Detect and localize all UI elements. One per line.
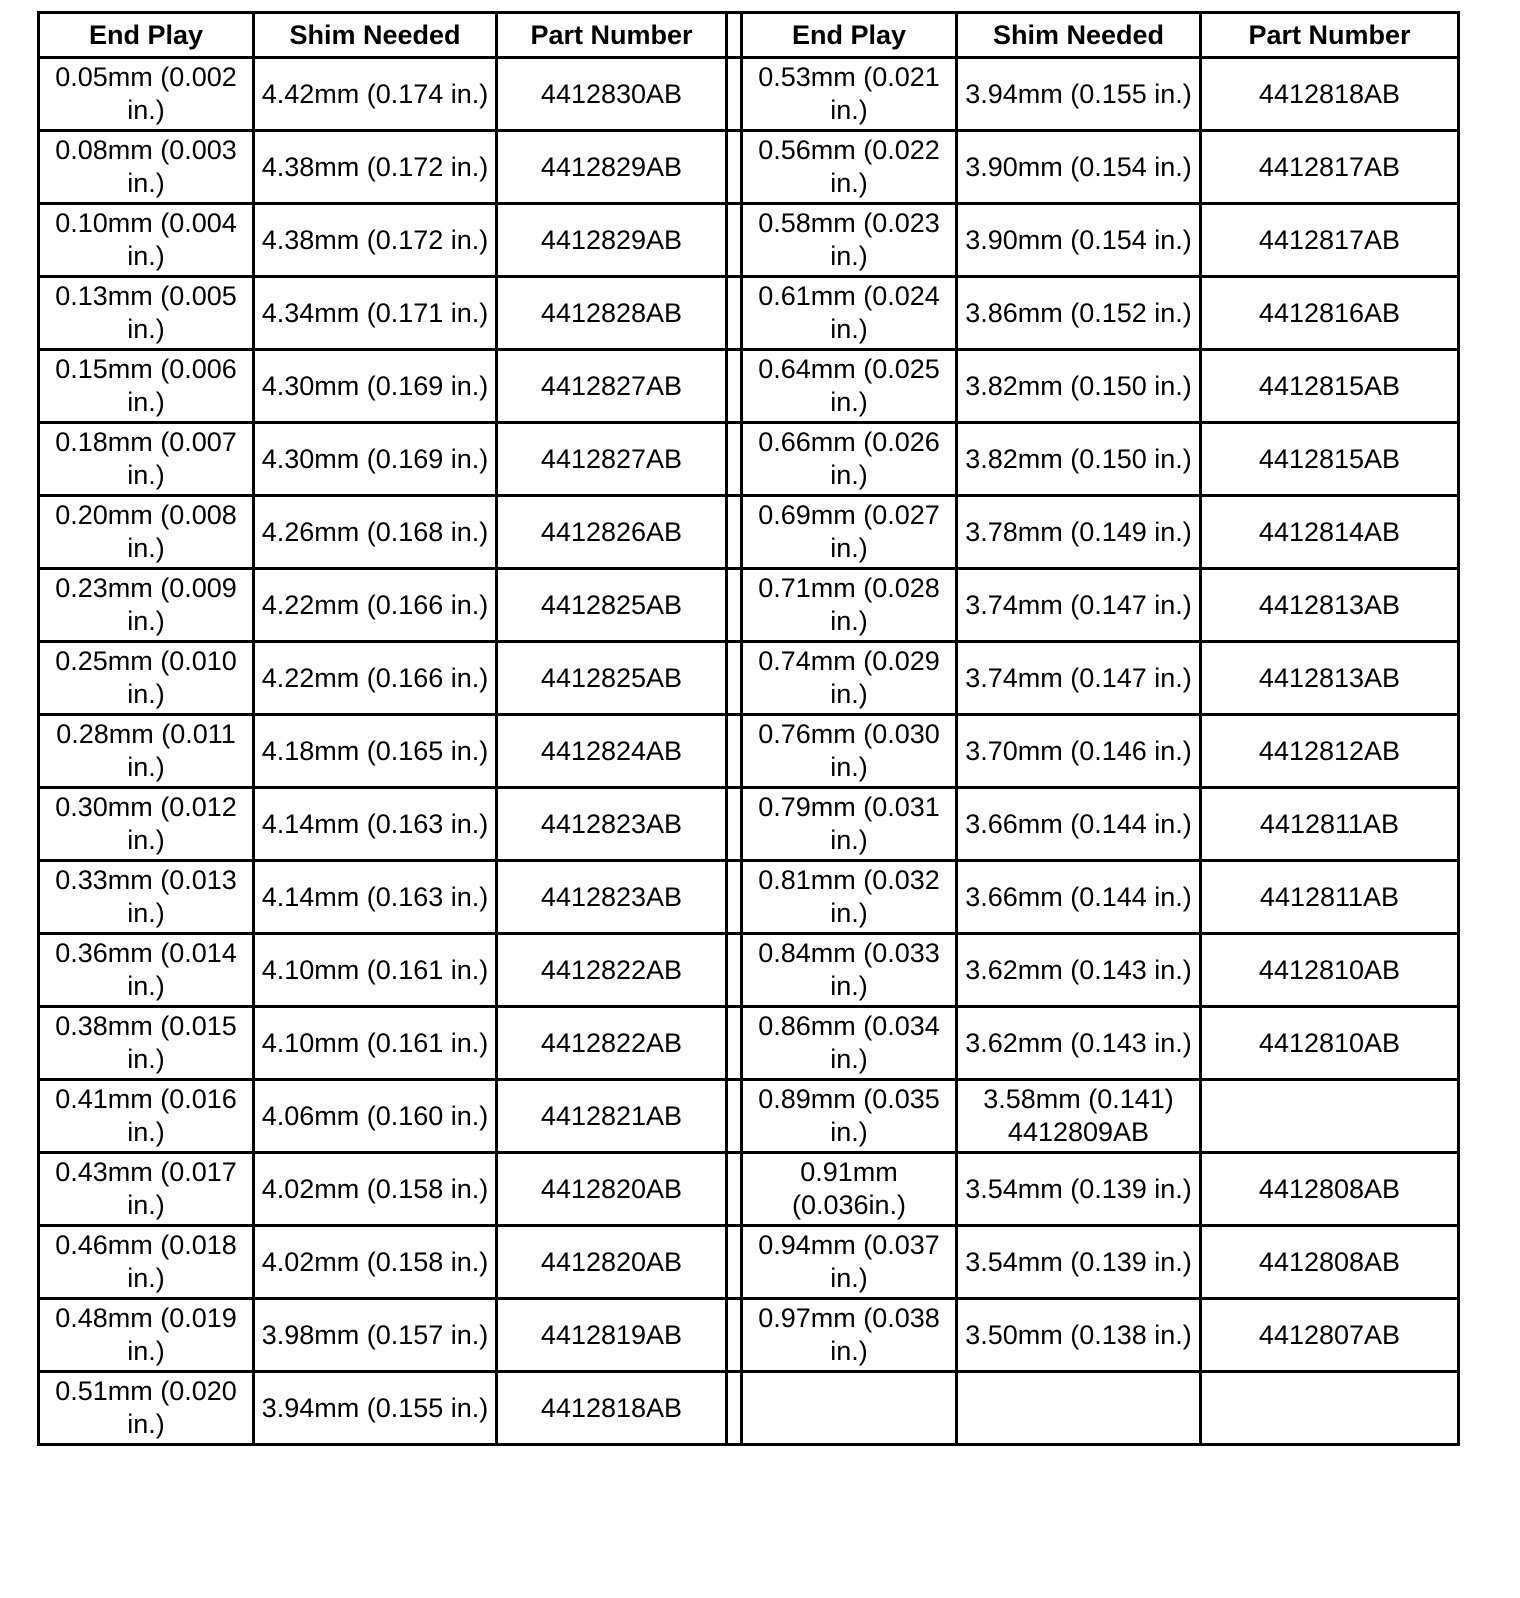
column-divider (727, 1080, 742, 1153)
shim-needed-cell: 4.02mm (0.158 in.) (254, 1153, 497, 1226)
shim-needed-cell: 4.34mm (0.171 in.) (254, 277, 497, 350)
shim-needed-cell: 3.66mm (0.144 in.) (957, 861, 1201, 934)
end-play-cell: 0.36mm (0.014 in.) (39, 934, 254, 1007)
part-number-cell: 4412810AB (1201, 934, 1459, 1007)
shim-selection-table (37, 11, 1460, 1446)
header-row (39, 13, 1459, 58)
shim-needed-cell: 3.94mm (0.155 in.) (254, 1372, 497, 1445)
end-play-cell: 0.28mm (0.011 in.) (39, 715, 254, 788)
part-number-cell: 4412816AB (1201, 277, 1459, 350)
part-number-cell: 4412811AB (1201, 788, 1459, 861)
table-row (39, 1299, 1459, 1372)
part-number-cell: 4412818AB (1201, 58, 1459, 131)
part-number-cell: 4412813AB (1201, 642, 1459, 715)
shim-needed-cell: 3.82mm (0.150 in.) (957, 350, 1201, 423)
shim-needed-cell: 4.30mm (0.169 in.) (254, 350, 497, 423)
table-row (39, 1226, 1459, 1299)
table-row (39, 1080, 1459, 1153)
part-number-cell: 4412808AB (1201, 1153, 1459, 1226)
shim-needed-cell: 3.58mm (0.141) 4412809AB (957, 1080, 1201, 1153)
table-row (39, 569, 1459, 642)
table-row (39, 642, 1459, 715)
header-part-number-left: Part Number (497, 13, 727, 58)
end-play-cell: 0.48mm (0.019 in.) (39, 1299, 254, 1372)
shim-needed-cell: 3.70mm (0.146 in.) (957, 715, 1201, 788)
header-shim-needed-right: Shim Needed (957, 13, 1201, 58)
shim-needed-cell: 3.50mm (0.138 in.) (957, 1299, 1201, 1372)
part-number-cell: 4412823AB (497, 788, 727, 861)
shim-needed-cell: 4.14mm (0.163 in.) (254, 788, 497, 861)
end-play-cell: 0.86mm (0.034 in.) (742, 1007, 957, 1080)
table-row (39, 861, 1459, 934)
shim-needed-cell: 4.14mm (0.163 in.) (254, 861, 497, 934)
shim-needed-cell: 3.98mm (0.157 in.) (254, 1299, 497, 1372)
column-divider (727, 277, 742, 350)
column-divider (727, 642, 742, 715)
header-shim-needed-left: Shim Needed (254, 13, 497, 58)
end-play-cell: 0.30mm (0.012 in.) (39, 788, 254, 861)
table-row (39, 1007, 1459, 1080)
part-number-cell: 4412812AB (1201, 715, 1459, 788)
end-play-cell: 0.43mm (0.017 in.) (39, 1153, 254, 1226)
table-row (39, 934, 1459, 1007)
part-number-cell: 4412817AB (1201, 131, 1459, 204)
column-divider (727, 934, 742, 1007)
part-number-cell: 4412818AB (497, 1372, 727, 1445)
end-play-cell: 0.15mm (0.006 in.) (39, 350, 254, 423)
part-number-cell: 4412819AB (497, 1299, 727, 1372)
column-divider (727, 204, 742, 277)
end-play-cell: 0.81mm (0.032 in.) (742, 861, 957, 934)
shim-needed-cell: 4.18mm (0.165 in.) (254, 715, 497, 788)
column-divider (727, 58, 742, 131)
end-play-cell: 0.51mm (0.020 in.) (39, 1372, 254, 1445)
part-number-cell: 4412823AB (497, 861, 727, 934)
part-number-cell: 4412808AB (1201, 1226, 1459, 1299)
part-number-cell: 4412826AB (497, 496, 727, 569)
part-number-cell: 4412817AB (1201, 204, 1459, 277)
column-divider (727, 788, 742, 861)
end-play-cell: 0.05mm (0.002 in.) (39, 58, 254, 131)
shim-needed-cell: 4.42mm (0.174 in.) (254, 58, 497, 131)
part-number-cell: 4412810AB (1201, 1007, 1459, 1080)
end-play-cell: 0.13mm (0.005 in.) (39, 277, 254, 350)
shim-needed-cell: 3.86mm (0.152 in.) (957, 277, 1201, 350)
table-row (39, 715, 1459, 788)
shim-needed-cell: 3.82mm (0.150 in.) (957, 423, 1201, 496)
shim-needed-cell: 4.22mm (0.166 in.) (254, 569, 497, 642)
header-end-play-left: End Play (39, 13, 254, 58)
column-divider (727, 1007, 742, 1080)
shim-needed-cell: 4.10mm (0.161 in.) (254, 1007, 497, 1080)
shim-needed-cell: 3.74mm (0.147 in.) (957, 642, 1201, 715)
column-divider (727, 569, 742, 642)
part-number-cell: 4412827AB (497, 423, 727, 496)
end-play-cell: 0.56mm (0.022 in.) (742, 131, 957, 204)
end-play-cell: 0.23mm (0.009 in.) (39, 569, 254, 642)
shim-needed-cell: 4.30mm (0.169 in.) (254, 423, 497, 496)
column-divider (727, 1299, 742, 1372)
header-end-play-right: End Play (742, 13, 957, 58)
table-row (39, 204, 1459, 277)
shim-needed-cell: 3.54mm (0.139 in.) (957, 1226, 1201, 1299)
part-number-cell: 4412824AB (497, 715, 727, 788)
end-play-cell: 0.53mm (0.021 in.) (742, 58, 957, 131)
part-number-cell: 4412820AB (497, 1226, 727, 1299)
end-play-cell: 0.61mm (0.024 in.) (742, 277, 957, 350)
shim-needed-cell: 3.66mm (0.144 in.) (957, 788, 1201, 861)
part-number-cell: 4412811AB (1201, 861, 1459, 934)
shim-needed-cell: 3.74mm (0.147 in.) (957, 569, 1201, 642)
end-play-cell: 0.69mm (0.027 in.) (742, 496, 957, 569)
shim-needed-cell: 3.62mm (0.143 in.) (957, 1007, 1201, 1080)
part-number-cell: 4412829AB (497, 131, 727, 204)
shim-needed-cell: 3.78mm (0.149 in.) (957, 496, 1201, 569)
shim-needed-cell: 3.62mm (0.143 in.) (957, 934, 1201, 1007)
column-divider (727, 861, 742, 934)
end-play-cell: 0.64mm (0.025 in.) (742, 350, 957, 423)
shim-needed-cell: 4.26mm (0.168 in.) (254, 496, 497, 569)
end-play-cell: 0.66mm (0.026 in.) (742, 423, 957, 496)
shim-needed-cell: 4.38mm (0.172 in.) (254, 204, 497, 277)
end-play-cell: 0.18mm (0.007 in.) (39, 423, 254, 496)
end-play-cell: 0.08mm (0.003 in.) (39, 131, 254, 204)
part-number-cell (1201, 1080, 1459, 1153)
end-play-cell: 0.76mm (0.030 in.) (742, 715, 957, 788)
part-number-cell: 4412822AB (497, 1007, 727, 1080)
shim-needed-cell: 3.94mm (0.155 in.) (957, 58, 1201, 131)
part-number-cell: 4412815AB (1201, 423, 1459, 496)
part-number-cell: 4412822AB (497, 934, 727, 1007)
column-divider (727, 1153, 742, 1226)
table-row (39, 423, 1459, 496)
part-number-cell: 4412825AB (497, 569, 727, 642)
table-row (39, 1153, 1459, 1226)
part-number-cell: 4412830AB (497, 58, 727, 131)
column-divider (727, 715, 742, 788)
table-body (39, 58, 1459, 1445)
part-number-cell: 4412807AB (1201, 1299, 1459, 1372)
table-row (39, 277, 1459, 350)
end-play-cell: 0.58mm (0.023 in.) (742, 204, 957, 277)
shim-needed-cell (957, 1372, 1201, 1445)
end-play-cell: 0.33mm (0.013 in.) (39, 861, 254, 934)
column-divider (727, 131, 742, 204)
table-row (39, 1372, 1459, 1445)
table-row (39, 131, 1459, 204)
part-number-cell (1201, 1372, 1459, 1445)
part-number-cell: 4412827AB (497, 350, 727, 423)
end-play-cell: 0.79mm (0.031 in.) (742, 788, 957, 861)
shim-needed-cell: 4.10mm (0.161 in.) (254, 934, 497, 1007)
end-play-cell: 0.97mm (0.038 in.) (742, 1299, 957, 1372)
end-play-cell (742, 1372, 957, 1445)
column-divider (727, 1372, 742, 1445)
end-play-cell: 0.41mm (0.016 in.) (39, 1080, 254, 1153)
part-number-cell: 4412814AB (1201, 496, 1459, 569)
table-row (39, 58, 1459, 131)
end-play-cell: 0.89mm (0.035 in.) (742, 1080, 957, 1153)
end-play-cell: 0.20mm (0.008 in.) (39, 496, 254, 569)
end-play-cell: 0.94mm (0.037 in.) (742, 1226, 957, 1299)
part-number-cell: 4412815AB (1201, 350, 1459, 423)
end-play-cell: 0.91mm (0.036in.) (742, 1153, 957, 1226)
end-play-cell: 0.71mm (0.028 in.) (742, 569, 957, 642)
column-divider (727, 1226, 742, 1299)
table-row (39, 788, 1459, 861)
end-play-cell: 0.46mm (0.018 in.) (39, 1226, 254, 1299)
shim-needed-cell: 3.54mm (0.139 in.) (957, 1153, 1201, 1226)
end-play-cell: 0.74mm (0.029 in.) (742, 642, 957, 715)
header-part-number-right: Part Number (1201, 13, 1459, 58)
column-divider (727, 13, 742, 58)
end-play-cell: 0.84mm (0.033 in.) (742, 934, 957, 1007)
shim-needed-cell: 4.06mm (0.160 in.) (254, 1080, 497, 1153)
part-number-cell: 4412829AB (497, 204, 727, 277)
column-divider (727, 496, 742, 569)
shim-needed-cell: 4.02mm (0.158 in.) (254, 1226, 497, 1299)
end-play-cell: 0.25mm (0.010 in.) (39, 642, 254, 715)
shim-needed-cell: 4.22mm (0.166 in.) (254, 642, 497, 715)
part-number-cell: 4412821AB (497, 1080, 727, 1153)
shim-needed-cell: 4.38mm (0.172 in.) (254, 131, 497, 204)
table-row (39, 350, 1459, 423)
table-row (39, 496, 1459, 569)
part-number-cell: 4412813AB (1201, 569, 1459, 642)
column-divider (727, 350, 742, 423)
column-divider (727, 423, 742, 496)
end-play-cell: 0.38mm (0.015 in.) (39, 1007, 254, 1080)
shim-needed-cell: 3.90mm (0.154 in.) (957, 204, 1201, 277)
part-number-cell: 4412825AB (497, 642, 727, 715)
part-number-cell: 4412820AB (497, 1153, 727, 1226)
end-play-cell: 0.10mm (0.004 in.) (39, 204, 254, 277)
part-number-cell: 4412828AB (497, 277, 727, 350)
shim-needed-cell: 3.90mm (0.154 in.) (957, 131, 1201, 204)
